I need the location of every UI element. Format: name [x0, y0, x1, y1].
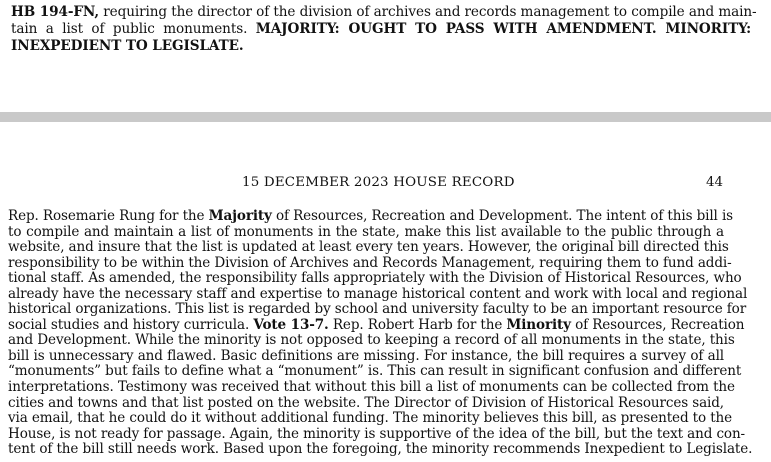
vote-tally: Vote 13-7.	[253, 316, 329, 333]
report-text: of Resources, Recreation	[570, 316, 745, 333]
bill-id: HB 194-FN,	[11, 4, 100, 20]
committee-report	[8, 208, 753, 458]
page-number: 44	[706, 175, 724, 190]
bill-description-line2: tain a list of public monuments.	[11, 21, 256, 37]
report-text: Rep. Rosemarie Rung for the	[8, 208, 209, 224]
bill-description-line1: requiring the director of the division of archives and records management to compile and main-	[99, 4, 757, 20]
committee-recommendation-majority: MAJORITY: OUGHT TO PASS WITH AMENDMENT. MINORITY:	[255, 21, 751, 37]
running-head: 15 DECEMBER 2023 HOUSE RECORD	[242, 175, 515, 190]
report-line: via email, that he could do it without additional funding. The minority believes this bill, as presented to the	[8, 410, 733, 427]
report-line: historical organizations. This list is regarded by school and university faculty to be an important resource for	[8, 301, 747, 318]
report-line: and Development. While the minority is not opposed to keeping a record of all monuments in the state, this	[8, 332, 735, 349]
report-line: “monuments” but fails to define what a “monument” is. This can result in significant confusion and different	[8, 363, 742, 380]
previous-page-excerpt	[0, 0, 771, 112]
report-line: responsibility to be within the Division of Archives and Records Management, requiring them to fund addi-	[8, 254, 732, 271]
report-line: interpretations. Testimony was received that without this bill a list of monuments can be collected from the	[8, 379, 735, 396]
report-line: House, is not ready for passage. Again, the minority is supportive of the idea of the bill, but the text and con-	[8, 425, 746, 442]
report-line: bill is unnecessary and flawed. Basic definitions are missing. For instance, the bill requires a survey of all	[8, 347, 724, 364]
committee-recommendation-minority: INEXPEDIENT TO LEGISLATE.	[11, 38, 244, 54]
report-line: tional staff. As amended, the responsibility falls appropriately with the Division of Historical Resources, who	[8, 270, 742, 287]
report-line: to compile and maintain a list of monuments in the state, make this list available to the public through a	[8, 223, 724, 240]
majority-label: Majority	[208, 208, 272, 224]
report-text: of Resources, Recreation and Development. The intent of this bill is	[271, 208, 734, 224]
report-text: social studies and history curricula.	[8, 316, 254, 333]
document-page	[0, 122, 771, 462]
report-line: cities and towns and that list posted on the website. The Director of Division of Historical Resources said,	[8, 394, 724, 411]
report-line: website, and insure that the list is updated at least every ten years. However, the original bill directed this	[8, 239, 729, 256]
report-line: already have the necessary staff and expertise to manage historical content and work with local and regional	[8, 285, 748, 302]
report-line: tent of the bill still needs work. Based upon the foregoing, the minority recommends Inexpedient to Legislate.	[8, 441, 753, 458]
page-separator	[0, 112, 771, 122]
report-text: Rep. Robert Harb for the	[328, 316, 507, 333]
bill-summary	[11, 4, 757, 55]
minority-label: Minority	[506, 316, 571, 333]
